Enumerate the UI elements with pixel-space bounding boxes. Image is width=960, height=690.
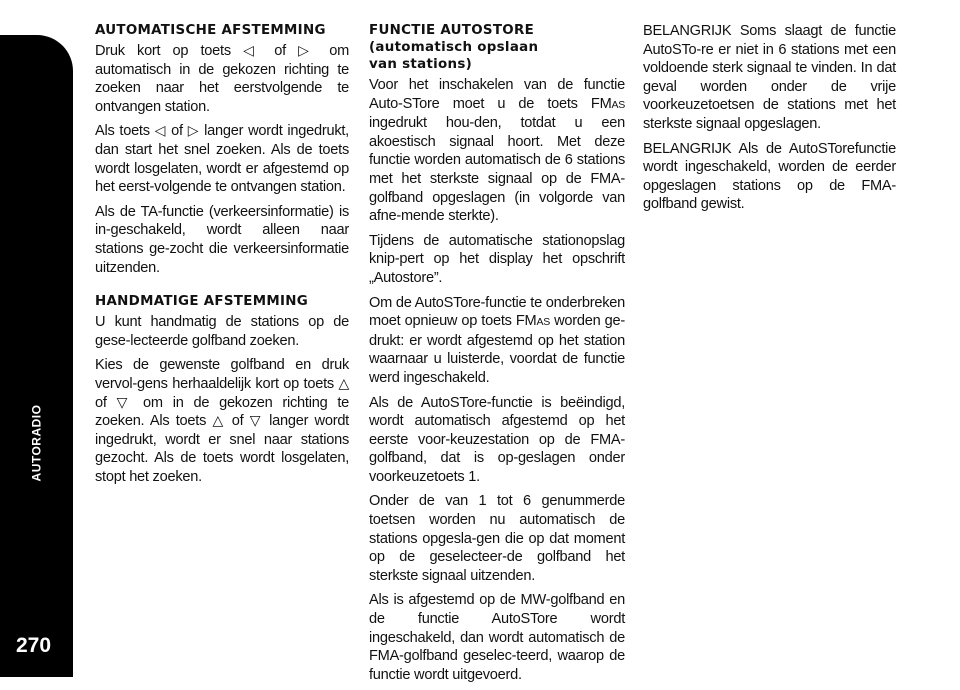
column-1 [95,22,349,492]
paragraph-manual-steps: Kies de gewenste golfband en druk vervol-gens herhaaldelijk kort op toets △ of ▽ om in de gekozen richting te zoeken. Als toets △ of ▽ langer wordt ingedrukt, wordt er snel naar stations gezocht. Als de toets wordt losgelaten, stopt het zoeken. [95,357,349,485]
seek-left-icon: ◁ [154,123,167,140]
tune-down-icon: ▽ [249,413,263,430]
heading-automatic-tuning: AUTOMATISCHE AFSTEMMING [95,23,326,38]
paragraph-short-press: Druk kort op toets ◁ of ▷ om automatisch in de gekozen richting te zoeken naar het eerstvolgende te ontvangen station. [95,43,349,115]
paragraph-autostore-display: Tijdens de automatische stationopslag knip-pert op het display het opschrift „Autostore”. [369,232,625,286]
heading-autostore: FUNCTIE AUTOSTORE [369,23,535,38]
heading-autostore-sub1: (automatisch opslaan [369,40,539,55]
tune-up-icon: △ [338,375,349,392]
section-sidebar [0,35,73,677]
column-2 [369,22,625,690]
tune-up-icon: △ [212,413,226,430]
seek-left-icon: ◁ [243,43,262,59]
paragraph-autostore-interrupt: Om de AutoSTore-functie te onderbreken moet opnieuw op toets FMAS worden ge-drukt: er wordt afgestemd op het station waarnaar u luisterde, voordat de functie werd ingeschakeld. [369,294,625,386]
tune-down-icon: ▽ [116,394,134,411]
seek-right-icon: ▷ [187,123,200,140]
page-number: 270 [16,634,52,657]
paragraph-autostore-mw: Als is afgestemd op de MW-golfband en de functie AutoSTore wordt ingeschakeld, dan wordt automatisch de FMA-golfband geselec-teerd, waarop de functie wordt uitgevoerd. [369,592,625,683]
paragraph-important-1: BELANGRIJK Soms slaagt de functie AutoSTo-re er niet in 6 stations met een voldoende sterk signaal te vinden. In dat geval worden onder de vrije voorkeuzetoetsen de stations met het sterkste signaal opgeslagen. [643,23,896,132]
paragraph-autostore-enable: Voor het inschakelen van de functie Auto-STore moet u de toets FMAS ingedrukt hou-den, totdat u een akoestisch signaal hoort. Met deze functie worden automatisch de 6 stations met het sterkste signaal op de FMA-golfband opgeslagen (in volgorde van afne-mende sterkte). [369,77,625,225]
seek-right-icon: ▷ [298,43,318,59]
paragraph-long-press: Als toets ◁ of ▷ langer wordt ingedrukt, dan start het snel zoeken. Als de toets wordt losgelaten, wordt er afgestemd op het eerst-volgende te ontvangen station. [95,123,349,196]
paragraph-ta-function: Als de TA-functie (verkeersinformatie) is in-geschakeld, wordt alleen naar stations ge-zocht die verkeersinformatie uitzenden. [95,203,349,276]
paragraph-important-2: BELANGRIJK Als de AutoSTorefunctie wordt ingeschakeld, worden de eerder opgeslagen stations op de FMA-golfband gewist. [643,140,896,213]
paragraph-autostore-presets: Onder de van 1 tot 6 genummerde toetsen worden nu automatisch de stations opgesla-gen die op dat moment op de geselecteer-de golfband het sterkste signaal uitzenden. [369,493,625,584]
section-label: AUTORADIO [29,404,44,482]
paragraph-autostore-finished: Als de AutoSTore-functie is beëindigd, wordt automatisch afgestemd op het eerste voor-keuzestation op de FMA-golfband, dat is op-geslagen onder voorkeuzetoets 1. [369,394,625,485]
column-3 [643,22,896,220]
heading-manual-tuning: HANDMATIGE AFSTEMMING [95,294,309,310]
heading-autostore-sub2: van stations) [369,57,473,72]
paragraph-manual-intro: U kunt handmatig de stations op de gese-lecteerde golfband zoeken. [95,314,349,349]
